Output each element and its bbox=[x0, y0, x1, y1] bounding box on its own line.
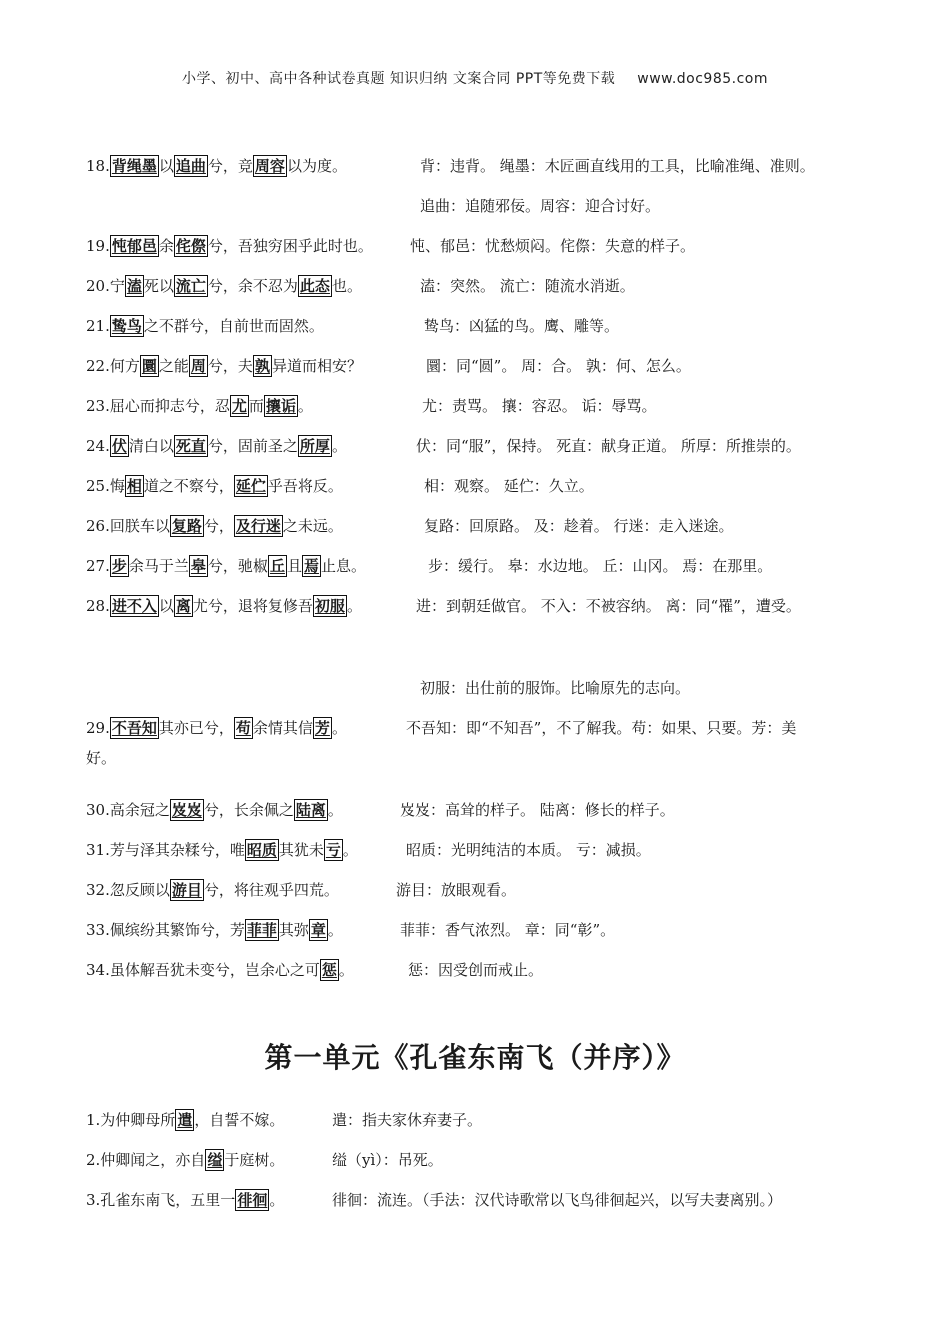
source-text: 兮，竞 bbox=[207, 157, 253, 175]
source-text: 兮，余不忍为 bbox=[207, 277, 298, 295]
keyword-box: 焉 bbox=[303, 557, 319, 575]
annotation-row bbox=[86, 232, 886, 272]
keyword-box: 尤 bbox=[231, 397, 247, 415]
keyword-box: 延伫 bbox=[235, 477, 266, 495]
annotation-row bbox=[86, 272, 886, 312]
keyword-box: 流亡 bbox=[175, 277, 206, 295]
keyword-box: 步 bbox=[111, 557, 127, 575]
source-text: 。 bbox=[327, 801, 343, 819]
annotation-row bbox=[86, 352, 886, 392]
source-line bbox=[86, 392, 313, 420]
keyword-box: 相 bbox=[126, 477, 142, 495]
source-line bbox=[86, 472, 343, 500]
annotation-note: 惩：因受创而戒止。 bbox=[408, 961, 544, 979]
source-line bbox=[86, 916, 343, 944]
source-text: 兮，驰椒 bbox=[207, 557, 268, 575]
annotation-note: 徘徊：流连。（手法：汉代诗歌常以飞鸟徘徊起兴，以写夫妻离别。） bbox=[332, 1191, 783, 1209]
header-url[interactable]: www.doc985.com bbox=[637, 71, 769, 87]
annotation-list-2 bbox=[86, 1106, 886, 1226]
source-line bbox=[86, 512, 343, 540]
source-text: 。 bbox=[338, 961, 354, 979]
keyword-box: 背绳墨 bbox=[111, 157, 157, 175]
source-text: 兮，吾独穷困乎此时也。 bbox=[207, 237, 373, 255]
keyword-box: 孰 bbox=[254, 357, 270, 375]
source-text: 。 bbox=[327, 921, 343, 939]
source-line bbox=[86, 1186, 284, 1214]
annotation-row bbox=[86, 432, 886, 472]
source-text: 。 bbox=[269, 1191, 285, 1209]
spacer bbox=[86, 632, 886, 674]
keyword-box: 忳郁邑 bbox=[111, 237, 157, 255]
source-text: ，自誓不嫁。 bbox=[194, 1111, 285, 1129]
source-text: 之不群兮，自前世而固然。 bbox=[143, 317, 324, 335]
source-text: 。 bbox=[342, 841, 358, 859]
annotation-row bbox=[86, 876, 886, 916]
page-header bbox=[0, 68, 950, 88]
source-text: 23.屈心而抑志兮，忍 bbox=[86, 397, 230, 415]
annotation-row bbox=[86, 472, 886, 512]
keyword-box: 死直 bbox=[175, 437, 206, 455]
source-text: 异道而相安？ bbox=[271, 357, 362, 375]
header-text: 小学、初中、高中各种试卷真题 知识归纳 文案合同 PPT等免费下载 bbox=[181, 71, 616, 87]
source-text: 兮，夫 bbox=[207, 357, 253, 375]
source-line bbox=[86, 876, 339, 904]
annotation-note-extra: 追曲：追随邪佞。周容：迎合讨好。 bbox=[420, 197, 661, 215]
source-line bbox=[86, 1146, 284, 1174]
annotation-note: 鸷鸟：凶猛的鸟。鹰、雕等。 bbox=[424, 317, 620, 335]
annotation-note: 忳、郁邑：忧愁烦闷。侘傺：失意的样子。 bbox=[410, 237, 696, 255]
keyword-box: 周容 bbox=[254, 157, 285, 175]
annotation-note-extra: 初服：出仕前的服饰。比喻原先的志向。 bbox=[420, 679, 691, 697]
annotation-row bbox=[86, 512, 886, 552]
source-text: 其弥 bbox=[278, 921, 309, 939]
section-title: 第一单元《孔雀东南飞（并序）》 bbox=[264, 1041, 686, 1074]
source-text: 兮，将往观乎四荒。 bbox=[203, 881, 339, 899]
source-text: 32.忽反顾以 bbox=[86, 881, 170, 899]
keyword-box: 复路 bbox=[171, 517, 202, 535]
keyword-box: 鸷鸟 bbox=[111, 317, 142, 335]
annotation-note: 伏：同“服”，保持。 死直：献身正道。 所厚：所推崇的。 bbox=[416, 437, 801, 455]
source-text: 以 bbox=[158, 157, 174, 175]
source-text: 28. bbox=[86, 597, 110, 615]
source-text: 余 bbox=[158, 237, 174, 255]
annotation-row bbox=[86, 714, 886, 796]
annotation-note: 圜：同“圆”。 周：合。 孰：何、怎么。 bbox=[426, 357, 691, 375]
annotation-row bbox=[86, 312, 886, 352]
source-text: 且 bbox=[286, 557, 302, 575]
annotation-list-1 bbox=[86, 152, 886, 996]
keyword-box: 缢 bbox=[207, 1151, 223, 1169]
annotation-note: 游目：放眼观看。 bbox=[396, 881, 517, 899]
keyword-box: 攘诟 bbox=[265, 397, 296, 415]
annotation-row bbox=[86, 796, 886, 836]
source-line bbox=[86, 1106, 284, 1134]
source-text: 其犹未 bbox=[278, 841, 324, 859]
keyword-box: 芳 bbox=[314, 719, 330, 737]
source-line bbox=[86, 956, 354, 984]
source-line bbox=[86, 714, 347, 742]
annotation-note: 进：到朝廷做官。 不入：不被容纳。 离：同“罹”，遭受。 bbox=[416, 597, 801, 615]
keyword-box: 游目 bbox=[171, 881, 202, 899]
source-text: 道之不察兮， bbox=[143, 477, 234, 495]
annotation-note: 步：缓行。 皋：水边地。 丘：山冈。 焉：在那里。 bbox=[428, 557, 773, 575]
keyword-box: 苟 bbox=[235, 719, 251, 737]
keyword-box: 初服 bbox=[314, 597, 345, 615]
annotation-note: 尤：责骂。 攘：容忍。 诟：辱骂。 bbox=[422, 397, 657, 415]
keyword-box: 圜 bbox=[141, 357, 157, 375]
source-line bbox=[86, 152, 347, 180]
annotation-note: 复路：回原路。 及：趁着。 行迷：走入迷途。 bbox=[424, 517, 734, 535]
annotation-row bbox=[86, 916, 886, 956]
source-text: 1.为仲卿母所 bbox=[86, 1111, 176, 1129]
source-text: 以为度。 bbox=[286, 157, 347, 175]
annotation-row bbox=[86, 956, 886, 996]
source-text: 之能 bbox=[158, 357, 189, 375]
keyword-box: 惩 bbox=[321, 961, 337, 979]
source-text: 余情其信 bbox=[252, 719, 313, 737]
source-text: 其亦已兮， bbox=[158, 719, 234, 737]
source-text: 。 bbox=[331, 719, 347, 737]
annotation-note: 溘：突然。 流亡：随流水消逝。 bbox=[420, 277, 635, 295]
source-text: 。 bbox=[346, 597, 362, 615]
source-text: 尤兮，退将复修吾 bbox=[192, 597, 313, 615]
keyword-box: 丘 bbox=[269, 557, 285, 575]
annotation-row bbox=[86, 1186, 886, 1226]
keyword-box: 岌岌 bbox=[171, 801, 202, 819]
keyword-box: 侘傺 bbox=[175, 237, 206, 255]
annotation-note: 不吾知：即“不知吾”，不了解我。苟：如果、只要。芳：美 bbox=[406, 719, 797, 737]
source-text: 25.悔 bbox=[86, 477, 125, 495]
source-line bbox=[86, 352, 362, 380]
source-text: 于庭树。 bbox=[224, 1151, 285, 1169]
annotation-note: 缢（yì）：吊死。 bbox=[332, 1151, 443, 1169]
source-line bbox=[86, 232, 373, 260]
source-line bbox=[86, 272, 362, 300]
annotation-row bbox=[86, 592, 886, 632]
keyword-box: 章 bbox=[310, 921, 326, 939]
source-text: 26.回朕车以 bbox=[86, 517, 170, 535]
keyword-box: 及行迷 bbox=[235, 517, 281, 535]
annotation-row bbox=[86, 552, 886, 592]
source-text: 34.虽体解吾犹未变兮，岂余心之可 bbox=[86, 961, 320, 979]
annotation-note: 岌岌：高耸的样子。 陆离：修长的样子。 bbox=[400, 801, 675, 819]
annotation-row bbox=[86, 1146, 886, 1186]
source-text: 兮， bbox=[203, 517, 234, 535]
source-text: 33.佩缤纷其繁饰兮，芳 bbox=[86, 921, 245, 939]
source-text: 兮，固前圣之 bbox=[207, 437, 298, 455]
keyword-box: 菲菲 bbox=[246, 921, 277, 939]
annotation-note: 遣：指夫家休弃妻子。 bbox=[332, 1111, 483, 1129]
source-text: 兮，长余佩之 bbox=[203, 801, 294, 819]
source-text: 也。 bbox=[331, 277, 362, 295]
annotation-note-continued: 好。 bbox=[86, 749, 117, 767]
keyword-box: 溘 bbox=[126, 277, 142, 295]
source-text: 27. bbox=[86, 557, 110, 575]
annotation-row bbox=[86, 392, 886, 432]
source-text: 之未远。 bbox=[282, 517, 343, 535]
annotation-note: 相：观察。 延伫：久立。 bbox=[424, 477, 594, 495]
source-text: 余马于兰 bbox=[128, 557, 189, 575]
source-line bbox=[86, 796, 343, 824]
source-line bbox=[86, 836, 358, 864]
source-text: 死以 bbox=[143, 277, 174, 295]
annotation-row bbox=[86, 152, 886, 192]
keyword-box: 徘徊 bbox=[237, 1191, 268, 1209]
annotation-row bbox=[86, 836, 886, 876]
keyword-box: 追曲 bbox=[175, 157, 206, 175]
annotation-note: 背：违背。 绳墨：木匠画直线用的工具，比喻准绳、准则。 bbox=[420, 157, 815, 175]
keyword-box: 进不入 bbox=[111, 597, 157, 615]
keyword-box: 所厚 bbox=[299, 437, 330, 455]
source-text: 21. bbox=[86, 317, 110, 335]
keyword-box: 亏 bbox=[325, 841, 341, 859]
source-text: 2.仲卿闻之，亦自 bbox=[86, 1151, 206, 1169]
source-text: 30.高余冠之 bbox=[86, 801, 170, 819]
source-line bbox=[86, 592, 362, 620]
keyword-box: 离 bbox=[175, 597, 191, 615]
keyword-box: 昭质 bbox=[246, 841, 277, 859]
source-text: 。 bbox=[331, 437, 347, 455]
keyword-box: 此态 bbox=[299, 277, 330, 295]
source-line bbox=[86, 312, 324, 340]
annotation-row bbox=[86, 1106, 886, 1146]
keyword-box: 伏 bbox=[111, 437, 127, 455]
source-text: 31.芳与泽其杂糅兮，唯 bbox=[86, 841, 245, 859]
annotation-note: 菲菲：香气浓烈。 章：同“彰”。 bbox=[400, 921, 616, 939]
source-text: 乎吾将反。 bbox=[267, 477, 343, 495]
source-text: 22.何方 bbox=[86, 357, 140, 375]
keyword-box: 不吾知 bbox=[111, 719, 157, 737]
source-line bbox=[86, 552, 366, 580]
source-text: 19. bbox=[86, 237, 110, 255]
source-text: 止息。 bbox=[320, 557, 366, 575]
keyword-box: 遣 bbox=[177, 1111, 193, 1129]
keyword-box: 陆离 bbox=[295, 801, 326, 819]
source-text: 而 bbox=[248, 397, 264, 415]
source-text: 清白以 bbox=[128, 437, 174, 455]
source-text: 24. bbox=[86, 437, 110, 455]
source-line bbox=[86, 432, 347, 460]
source-text: 18. bbox=[86, 157, 110, 175]
keyword-box: 皋 bbox=[190, 557, 206, 575]
source-text: 以 bbox=[158, 597, 174, 615]
source-text: 。 bbox=[297, 397, 313, 415]
source-text: 3.孔雀东南飞，五里一 bbox=[86, 1191, 236, 1209]
source-text: 29. bbox=[86, 719, 110, 737]
annotation-note: 昭质：光明纯洁的本质。 亏：减损。 bbox=[406, 841, 651, 859]
keyword-box: 周 bbox=[190, 357, 206, 375]
source-text: 20.宁 bbox=[86, 277, 125, 295]
